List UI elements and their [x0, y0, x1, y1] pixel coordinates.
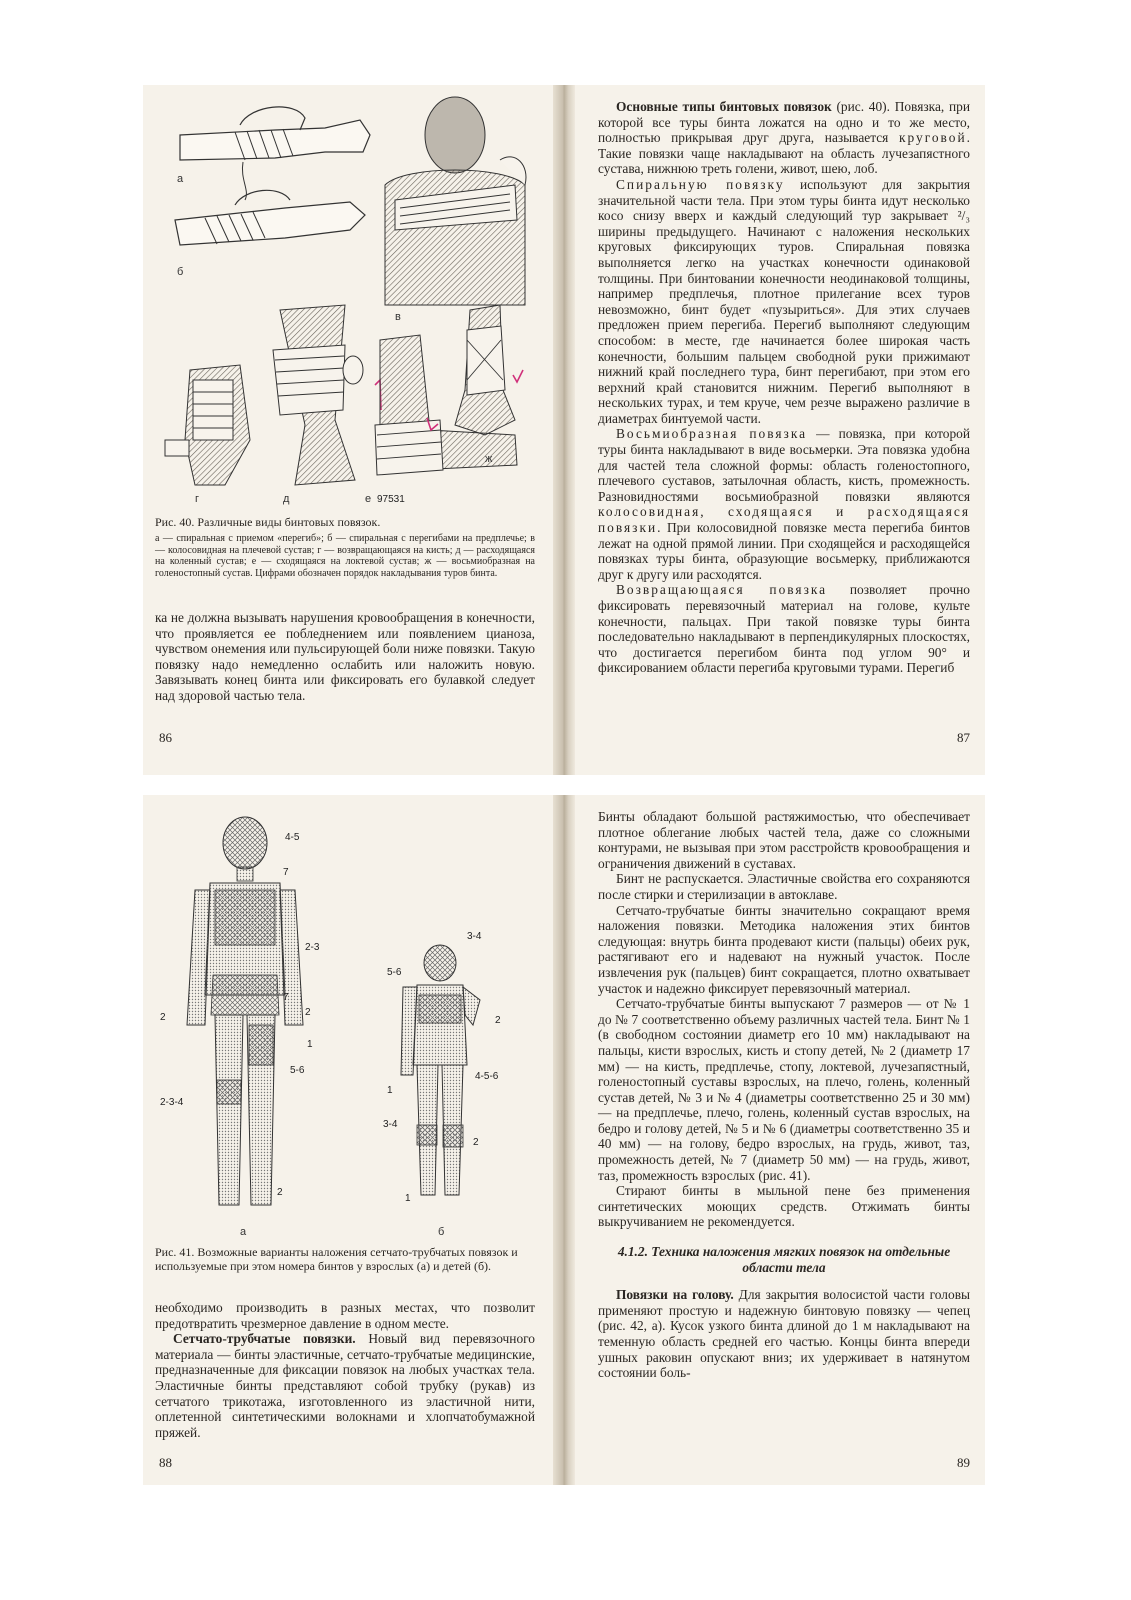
page-86-text: [155, 610, 535, 704]
figure-41a-label-2: 7: [283, 867, 289, 878]
figure-40-label-e: е: [365, 493, 372, 505]
figure-41-illustration: [155, 815, 535, 1240]
page-89-text: [598, 809, 970, 1381]
page-87: [598, 85, 970, 775]
figure-40-caption: [155, 515, 535, 579]
figure-40a-forearm: [180, 107, 370, 200]
section-heading-4-1-2: 4.1.2. Техника наложения мягких повязок на отдельные области тела: [617, 1244, 951, 1275]
page-89-paragraph-6: Повязки на голову. Для закрытия волосистой части головы применяют простую и надежную бинтовую повязку — чепец (рис. 42, а). Кусок узкого бинта длиной до 1 м накладывают на теменную область средней его частью. Концы бинта впереди ушных раковин опускают вниз; их удерживает в натянутом состоянии боль-: [598, 1287, 971, 1381]
figure-41b-label-5: 1: [387, 1085, 393, 1096]
page-89: [598, 795, 970, 1485]
figure-41b-label-3: 2: [495, 1015, 501, 1026]
spread-86-87: [143, 85, 985, 775]
page-86: [155, 85, 535, 775]
figure-40-label-zh: ж: [485, 453, 493, 465]
figure-41b-label-8: 1: [405, 1193, 411, 1204]
figure-41a-label-8: 5-6: [290, 1065, 305, 1076]
figure-41a-label-9: 2-3-4: [160, 1097, 184, 1108]
figure-40: [155, 90, 535, 510]
page-86-paragraph: ка не должна вызывать нарушения кровообращения в конечности, что проявляется ее побледнением или появлением цианоза, чувством онемения или пульсирующей боли ниже повязки. Такую повязку надо немедленно ослабить или наложить новую. Завязывать конец бинта или фиксировать его булавкой следует над здоровой частью тела.: [155, 610, 535, 703]
book-gutter: [553, 85, 575, 775]
page-89-paragraph-5: Стирают бинты в мыльной пене без применения синтетических моющих средств. Отжимать бинты выкручиванием не рекомендуется.: [598, 1183, 970, 1230]
page-88-text: [155, 1300, 535, 1440]
figure-41b-label-4: 4-5-6: [475, 1071, 499, 1082]
figure-40v-torso: [385, 97, 526, 305]
page-88-paragraph-2: Сетчато-трубчатые повязки. Новый вид перевязочного материала — бинты эластичные, сетчато-трубчатые медицинские, предназначенные для фиксации повязок на любых участках тела. Эластичные бинты представляют собой трубку (рукав) из сетчатого трикотажа, изготовленного из эластичной нити, оплетенной синтетическими волокнами и хлопчатобумажной пряжей.: [155, 1331, 535, 1440]
figure-41a-label-6: 2: [305, 1007, 311, 1018]
paragraph-returning-bandage: Возвращающаяся повязка позволяет прочно фиксировать перевязочный материал на голове, культе конечности, пальцах. При такой повязке туры бинта последовательно накладывают в перпендикулярных плоскостях, что достигается перегибом бинта под углом 90° и фиксированием области перегиба круговыми турами. Перегиб: [598, 582, 970, 676]
figure-41a-label-10: 2: [277, 1187, 283, 1198]
page-89-paragraph-1: Бинты обладают большой растяжимостью, что обеспечивает плотное облегание любых частей тела, даже со сложными контурами, не вызывая при этом расстройств кровообращения и ограничения движений в суставах.: [598, 809, 970, 871]
paragraph-figure-eight-bandage: Восьмиобразная повязка — повязка, при которой туры бинта накладывают в виде восьмерки. Эта повязка удобна для частей тела сложной формы: область голеностопного, плечевого суставов, затылочная область, кисть, промежность. Разновидностями восьмиобразной повязки являются колосовидная, сходящаяся и расходящаяся повязки. При колосовидной повязке места перегиба бинтов лежат на одной прямой линии. При сходящейся и расходящейся повязках туры бинта, образующие восьмерку, приближаются друг к другу или расходятся.: [598, 426, 971, 582]
figure-40-label-a: а: [177, 173, 184, 185]
figure-41b-child: [401, 945, 480, 1195]
page-number-88: 88: [159, 1455, 172, 1470]
figure-40-legend: а — спиральная с приемом «перегиб»; б — спиральная с перегибами на предплечье; в — колосовидная на плечевой сустав; г — возвращающаяся на кисть; д — расходящаяся на коленный сустав; е — сходящаяся на локтевой сустав; ж — восьмиобразная на голеностопный сустав. Цифрами обозначен порядок накладывания туров бинта.: [155, 533, 535, 579]
figure-41: [155, 815, 535, 1240]
figure-41b-label-1: 3-4: [467, 931, 482, 942]
figure-41-title: Рис. 41. Возможные варианты наложения сетчато-трубчатых повязок и используемые при этом номера бинтов у взрослых (а) и детей (б).: [155, 1245, 518, 1273]
figure-40-label-g: г: [195, 493, 200, 505]
page-88: [155, 795, 535, 1485]
figure-41a-label-7: 1: [307, 1039, 313, 1050]
page-87-text: [598, 99, 970, 676]
spread-88-89: [143, 795, 985, 1485]
figure-41b-caption-letter: б: [438, 1226, 445, 1238]
figure-40-label-d: д: [283, 493, 290, 505]
page-89-paragraph-2: Бинт не распускается. Эластичные свойства его сохраняются после стирки и стерилизации в автоклаве.: [598, 871, 970, 902]
figure-41a-label-5: 7: [283, 992, 289, 1003]
figure-40zh-ankle: [455, 305, 523, 435]
figure-40-title: Рис. 40. Различные виды бинтовых повязок.: [155, 515, 381, 529]
paragraph-bandage-types: Основные типы бинтовых повязок (рис. 40). Повязка, при которой все туры бинта ложатся на одно и то же место, полностью прикрывая друг друга, называется круговой. Такие повязки чаще накладывают на область лучезапястного сустава, нижнюю треть голени, живот, шею, лоб.: [598, 99, 970, 177]
figure-41b-label-7: 2: [473, 1137, 479, 1148]
figure-40-illustration: [155, 90, 535, 510]
figure-40-label-v: в: [395, 311, 401, 323]
page-89-paragraph-4: Сетчато-трубчатые бинты выпускают 7 размеров — от № 1 до № 7 соответственно объему различных частей тела. Бинт № 1 (в свободном состоянии диаметр его 10 мм) накладывают на пальцы, кисти взрослых, кисть и стопу детей, № 2 (диаметр 17 мм) — на кисть, предплечье, стопу, локтевой, лучезапястный, голеностопный суставы взрослых, на плечо, голень, коленный сустав детей, № 3 и № 4 (диаметры соответственно 25 и 30 мм) — на предплечье, плечо, голень, коленный сустав взрослых, на бедро и голову детей, № 5 и № 6 (диаметры соответственно 35 и 40 мм) — на голову, бедро взрослых, на грудь, живот, таз, промежность детей, № 7 (диаметр 50 мм) — на грудь, живот, таз, промежность взрослых (рис. 41).: [598, 996, 970, 1183]
figure-40g-hand: [165, 365, 250, 485]
figure-40b-forearm: [175, 190, 365, 245]
paragraph-spiral-bandage: Спиральную повязку используют для закрытия значительной части тела. При этом туры бинта идут несколько косо снизу вверх и каждый следующий тур закрывает ²/₃ ширины предыдущего. Начинают с наложения нескольких круговых фиксирующих туров. Спиральная повязка выполняется легко на участках конечности одинаковой толщины. При бинтовании конечности неодинаковой толщины, например предплечья, плотное прилегание всех туров невозможно, бинт будет «пузыриться». Для этих случаев предложен прием перегиба. Перегиб выполняют следующим способом: в месте, где начинается более широкая часть конечности, большим пальцем свободной руки прижимают нижний край последнего тура, бинт перегибают, при этом его верхний край становится нижним. Перегиб выполняют в нескольких турах, и тем круче, чем резче выражено различие в диаметрах бинтуемой части.: [598, 176, 970, 426]
pen-mark-3: [513, 370, 523, 382]
book-gutter: [553, 795, 575, 1485]
figure-41b-label-6: 3-4: [383, 1119, 398, 1130]
figure-41a-caption-letter: а: [240, 1226, 247, 1238]
figure-40-stamp-number: 97531: [377, 494, 405, 505]
figure-41a-label-1: 4-5: [285, 832, 300, 843]
figure-41b-label-2: 5-6: [387, 967, 402, 978]
page-89-paragraph-3: Сетчато-трубчатые бинты значительно сокращают время наложения повязки. Методика наложения этих бинтов следующая: внутрь бинта продевают кисти (пальцы) обеих рук, растягивают его и надевают на нужный участок. После извлечения рук (пальцев) бинт сокращается, плотно охватывает участок и надежно фиксирует перевязочный материал.: [598, 902, 970, 996]
figure-41a-label-3: 2-3: [305, 942, 320, 953]
page-88-paragraph-1: необходимо производить в разных местах, что позволит предотвратить чрезмерное давление в одном месте.: [155, 1300, 535, 1331]
page-number-86: 86: [159, 730, 172, 745]
page-number-89: 89: [957, 1455, 970, 1470]
figure-41a-label-4: 2: [160, 1012, 166, 1023]
figure-40-label-b: б: [177, 266, 184, 278]
figure-40d-knee: [273, 305, 381, 485]
page-number-87: 87: [957, 730, 970, 745]
